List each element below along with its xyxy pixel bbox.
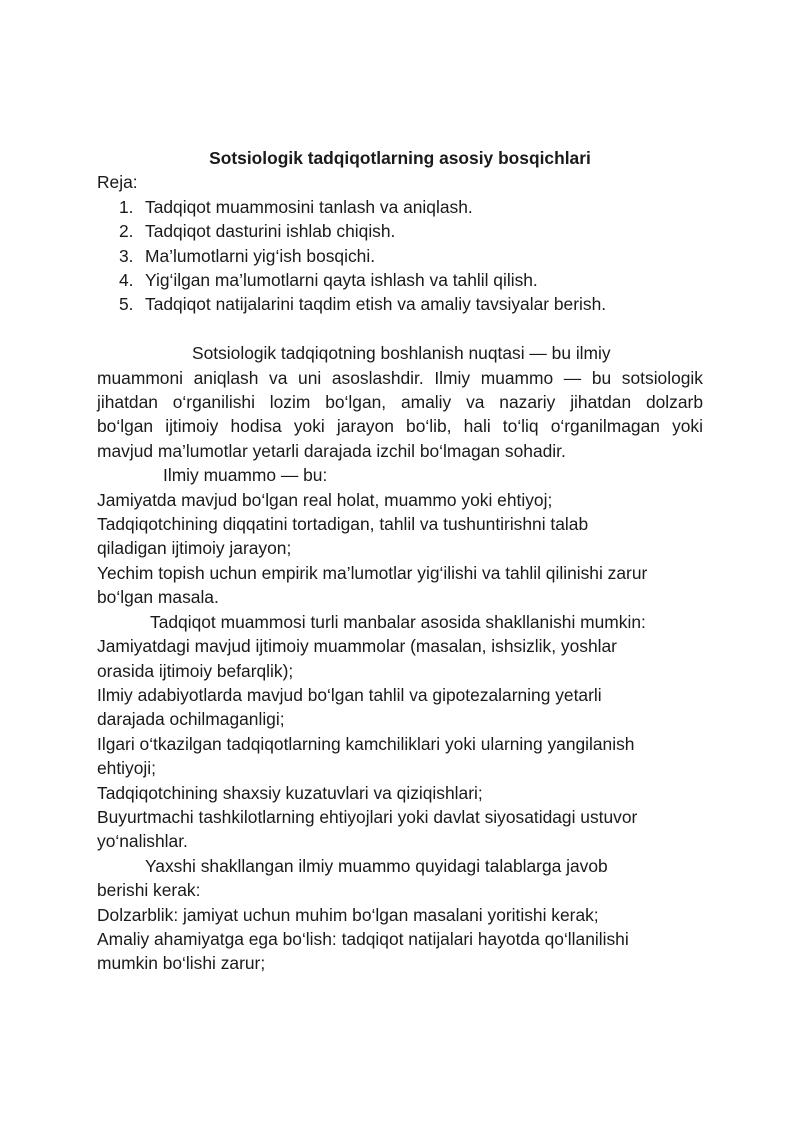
plan-item-number: 2. bbox=[119, 221, 134, 242]
document-title: Sotsiologik tadqiqotlarning asosiy bosqichlari bbox=[209, 148, 591, 168]
sources-line: Ilgari o‘tkazilgan tadqiqotlarning kamchiliklari yoki ularning yangilanish bbox=[97, 733, 635, 754]
plan-item-text: Yig‘ilgan ma’lumotlarni qayta ishlash va tahlil qilish. bbox=[145, 270, 538, 291]
plan-item-number: 1. bbox=[119, 196, 134, 217]
problem-heading: Ilmiy muammo — bu: bbox=[163, 465, 328, 486]
requirements-heading: Yaxshi shakllangan ilmiy muammo quyidagi talablarga javob bbox=[145, 855, 608, 876]
intro-line: Sotsiologik tadqiqotning boshlanish nuqtasi — bu ilmiy bbox=[192, 343, 611, 364]
plan-label: Reja: bbox=[97, 172, 138, 193]
problem-line: Jamiyatda mavjud bo‘lgan real holat, muammo yoki ehtiyoj; bbox=[97, 489, 553, 510]
sources-line: yo‘nalishlar. bbox=[97, 831, 188, 852]
paragraph-gap bbox=[97, 317, 703, 341]
sources-line: Buyurtmachi tashkilotlarning ehtiyojlari yoki davlat siyosatidagi ustuvor bbox=[97, 806, 638, 827]
requirements-line: Dolzarblik: jamiyat uchun muhim bo‘lgan masalani yoritishi kerak; bbox=[97, 904, 599, 925]
plan-item-text: Tadqiqot muammosini tanlash va aniqlash. bbox=[145, 196, 473, 217]
plan-item bbox=[97, 292, 703, 316]
problem-line: qiladigan ijtimoiy jarayon; bbox=[97, 538, 292, 559]
sources-line: orasida ijtimoiy befarqlik); bbox=[97, 660, 294, 681]
plan-item-text: Tadqiqot dasturini ishlab chiqish. bbox=[145, 221, 396, 242]
plan-item bbox=[97, 244, 703, 268]
intro-paragraph bbox=[97, 341, 703, 463]
intro-line: jihatdan o‘rganilishi lozim bo‘lgan, amaliy va nazariy jihatdan dolzarb bbox=[97, 392, 703, 413]
plan-list bbox=[97, 195, 703, 317]
requirements-line: mumkin bo‘lishi zarur; bbox=[97, 953, 266, 974]
intro-line: bo‘lgan ijtimoiy hodisa yoki jarayon bo‘lib, hali to‘liq o‘rganilmagan yoki bbox=[97, 416, 703, 437]
problem-line: bo‘lgan masala. bbox=[97, 587, 219, 608]
plan-item-number: 5. bbox=[119, 294, 134, 315]
sources-heading: Tadqiqot muammosi turli manbalar asosida shakllanishi mumkin: bbox=[150, 611, 646, 632]
plan-item bbox=[97, 268, 703, 292]
plan-item bbox=[97, 195, 703, 219]
sources-line: ehtiyoji; bbox=[97, 758, 156, 779]
sources-line: Ilmiy adabiyotlarda mavjud bo‘lgan tahlil va gipotezalarning yetarli bbox=[97, 684, 602, 705]
requirements-line: Amaliy ahamiyatga ega bo‘lish: tadqiqot natijalari hayotda qo‘llanilishi bbox=[97, 928, 629, 949]
plan-item-number: 3. bbox=[119, 245, 134, 266]
plan-item-number: 4. bbox=[119, 270, 134, 291]
problem-line: Yechim topish uchun empirik ma’lumotlar yig‘ilishi va tahlil qilinishi zarur bbox=[97, 562, 648, 583]
sources-line: Jamiyatdagi mavjud ijtimoiy muammolar (masalan, ishsizlik, yoshlar bbox=[97, 636, 617, 657]
intro-line: mavjud ma’lumotlar yetarli darajada izchil bo‘lmagan sohadir. bbox=[97, 440, 566, 461]
requirements-heading-continued: berishi kerak: bbox=[97, 880, 201, 901]
document-page bbox=[97, 146, 703, 976]
problem-line: Tadqiqotchining diqqatini tortadigan, tahlil va tushuntirishni talab bbox=[97, 514, 589, 535]
plan-item-text: Tadqiqot natijalarini taqdim etish va amaliy tavsiyalar berish. bbox=[145, 294, 607, 315]
sources-line: darajada ochilmaganligi; bbox=[97, 709, 285, 730]
plan-item bbox=[97, 219, 703, 243]
plan-item-text: Ma’lumotlarni yig‘ish bosqichi. bbox=[145, 245, 376, 266]
intro-line: muammoni aniqlash va uni asoslashdir. Ilmiy muammo — bu sotsiologik bbox=[97, 367, 703, 388]
sources-line: Tadqiqotchining shaxsiy kuzatuvlari va qiziqishlari; bbox=[97, 782, 483, 803]
